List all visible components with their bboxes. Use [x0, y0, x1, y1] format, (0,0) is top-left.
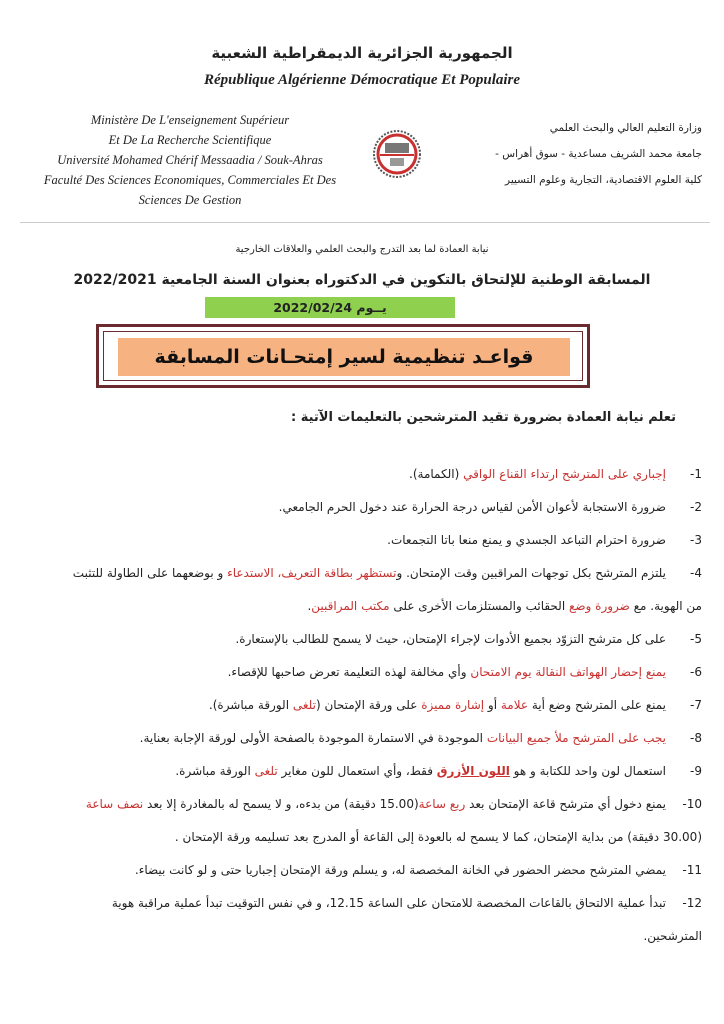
rule-item: [60, 788, 710, 854]
rule-item: [60, 854, 710, 887]
french-line: Sciences De Gestion: [138, 193, 242, 207]
rule-text: على ورقة الإمتحان (: [315, 698, 422, 712]
rule-item: [60, 557, 710, 623]
rule-text: أو: [484, 698, 501, 712]
rule-text: ضرورة الاستجابة لأعوان الأمن لقياس درجة الحرارة عند دخول الحرم الجامعي.: [278, 500, 666, 514]
rule-number: 5-: [690, 632, 702, 646]
rule-text-highlight: إشارة مميزة: [421, 698, 485, 712]
french-line: Ministère De L'enseignement Supérieur: [90, 113, 290, 127]
rule-text: .: [307, 599, 312, 613]
arabic-line: جامعة محمد الشريف مساعدية - سوق أهراس -: [495, 148, 702, 160]
university-logo: [372, 125, 422, 183]
rule-number: 2-: [690, 500, 702, 514]
rule-text-highlight: تلغى: [292, 698, 316, 712]
rule-text: يمضي المترشح محضر الحضور في الخانة المخصصة له، و يسلم ورقة الإمتحان إجباريا حتى و لو كانت بيضاء.: [134, 863, 666, 877]
rule-number: 11-: [682, 863, 702, 877]
rule-text: (30.00 دقيقة) من بداية الإمتحان، كما لا يسمح له بالعودة إلى القاعة أو المدرج بعد تسليمه ورقة الإمتحان .: [174, 830, 702, 844]
rule-number: 4-: [690, 566, 702, 580]
rule-text: يمنع دخول أي مترشح قاعة الإمتحان بعد: [465, 797, 666, 811]
rule-text: يلتزم المترشح بكل توجهات المراقبين وقت الإمتحان. و: [396, 566, 666, 580]
rule-text: فقط، وأي استعمال للون مغاير: [277, 764, 437, 778]
rule-text: (15.00 دقيقة) من بدءه، و لا يسمح له بالمغادرة إلا بعد: [143, 797, 419, 811]
rule-item: [60, 689, 710, 722]
rules-banner: قواعـد تنظيمية لسير إمتحـانات المسابقة: [118, 338, 570, 376]
rule-item: [60, 623, 710, 656]
rule-text: الحقائب والمستلزمات الأخرى على: [389, 599, 569, 613]
rule-text-highlight: يمنع إحضار الهواتف النقالة يوم الامتحان: [470, 665, 666, 679]
arabic-republic-heading: الجمهورية الجزائرية الديمقراطية الشعبية: [211, 44, 513, 62]
rule-text-highlight: إجباري على المترشح ارتداء القناع الواقي: [463, 467, 666, 481]
arabic-line: وزارة التعليم العالي والبحث العلمي: [549, 122, 702, 134]
rule-text: (الكمامة).: [409, 467, 464, 481]
rule-text-highlight: اللون الأزرق: [436, 764, 510, 778]
rule-number: 8-: [690, 731, 702, 745]
french-line: Université Mohamed Chérif Messaadia / Souk-Ahras: [57, 153, 323, 167]
header-divider: [20, 222, 710, 223]
date-banner: يــوم 2022/02/24: [205, 297, 455, 318]
rule-number: 7-: [690, 698, 702, 712]
rule-text-highlight: نصف ساعة: [85, 797, 144, 811]
vice-deanship-label: نيابة العمادة لما بعد التدرج والبحث العلمي والعلاقات الخارجية: [235, 244, 489, 255]
rule-item: [60, 524, 710, 557]
rule-item: [60, 458, 710, 491]
rule-text: على كل مترشح التزوّد بجميع الأدوات لإجراء الإمتحان، حيث لا يسمح للطالب بالإستعارة.: [235, 632, 666, 646]
rule-text-highlight: علامة: [500, 698, 529, 712]
rule-item: [60, 755, 710, 788]
arabic-institution-block: [440, 115, 702, 193]
rule-item: [60, 887, 710, 953]
rule-text: و بوضعهما على الطاولة للتثبت من الهوية. مع: [72, 566, 702, 613]
rule-text: الموجودة في الاستمارة الموجودة بالصفحة الأولى لورقة الإجابة بعناية.: [139, 731, 487, 745]
french-line: Et De La Recherche Scientifique: [108, 133, 272, 147]
rule-number: 3-: [690, 533, 702, 547]
rule-text: ضرورة احترام التباعد الجسدي و يمنع منعا باتا التجمعات.: [387, 533, 666, 547]
rule-number: 1-: [690, 467, 702, 481]
rule-number: 12-: [682, 896, 702, 910]
rule-text-highlight: تستظهر بطاقة التعريف، الاستدعاء: [227, 566, 397, 580]
rule-text: الورقة مباشرة).: [208, 698, 293, 712]
rule-number: 6-: [690, 665, 702, 679]
french-line: Faculté Des Sciences Economiques, Commerciales Et Des: [43, 173, 337, 187]
rule-text-highlight: مكتب المراقبين: [311, 599, 390, 613]
rule-item: [60, 491, 710, 524]
rule-text-highlight: يجب على المترشح ملأ جميع البيانات: [486, 731, 666, 745]
rule-text-highlight: ربع ساعة: [418, 797, 466, 811]
french-institution-block: [30, 110, 350, 210]
document-title: المسابقة الوطنية للإلتحاق بالتكوين في الدكتوراه بعنوان السنة الجامعية 2022/2021: [73, 272, 651, 288]
rule-text: وأي مخالفة لهذه التعليمة تعرض صاحبها للإقصاء.: [227, 665, 471, 679]
rule-text: يمنع على المترشح وضع أية: [528, 698, 666, 712]
intro-text: تعلم نيابة العمادة بضرورة تقيد المترشحين بالتعليمات الآتية :: [290, 410, 676, 425]
rule-text: تبدأ عملية الالتحاق بالقاعات المخصصة للامتحان على الساعة 12.15، و في نفس التوقيت تبدأ عملية مراقبة هوية المترشحين.: [111, 896, 702, 943]
rule-item: [60, 722, 710, 755]
rule-text-highlight: تلغى: [254, 764, 278, 778]
rule-number: 9-: [690, 764, 702, 778]
rule-text: استعمال لون واحد للكتابة و هو: [509, 764, 666, 778]
rule-number: 10-: [682, 797, 702, 811]
french-republic-heading: République Algérienne Démocratique Et Populaire: [203, 72, 521, 88]
rules-list: [60, 458, 710, 953]
arabic-line: كلية العلوم الاقتصادية، التجارية وعلوم التسيير: [505, 174, 702, 186]
rule-item: [60, 656, 710, 689]
rule-text: الورقة مباشرة.: [175, 764, 255, 778]
rule-text-highlight: ضرورة وضع: [568, 599, 630, 613]
